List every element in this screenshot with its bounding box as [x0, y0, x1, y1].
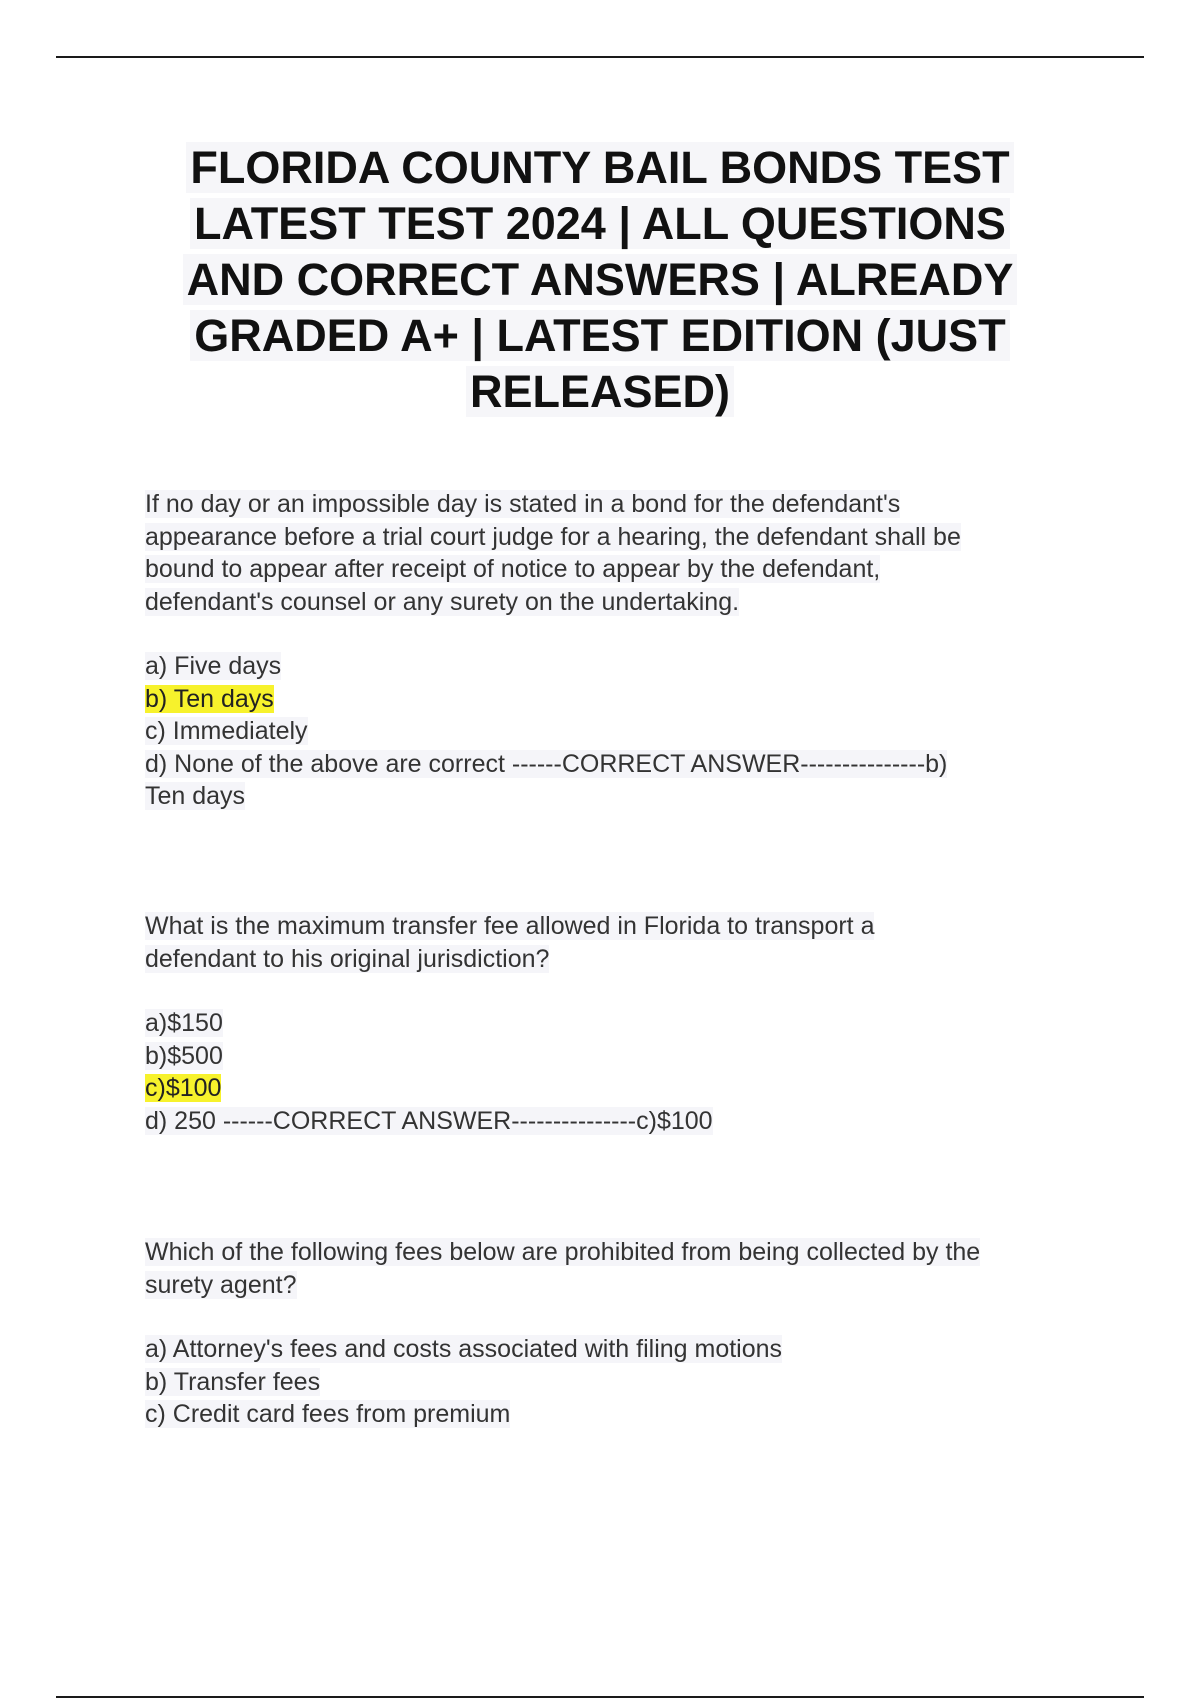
question-stem-line: surety agent? [145, 1270, 297, 1299]
question-stem-line: bound to appear after receipt of notice to appear by the defendant, [145, 555, 881, 583]
top-rule [56, 56, 1144, 58]
answer-option: a)$150 [145, 1009, 223, 1037]
question-3 [145, 1236, 1105, 1431]
title-line: AND CORRECT ANSWERS | ALREADY [150, 252, 1050, 308]
question-stem-line: If no day or an impossible day is stated in a bond for the defendant's [145, 490, 901, 518]
question-stem-line: Which of the following fees below are prohibited from being collected by the [145, 1238, 981, 1266]
answer-option: b)$500 [145, 1041, 223, 1070]
answer-option-with-correct-answer: d) None of the above are correct ------CORRECT ANSWER---------------b) [145, 749, 948, 778]
answer-option-highlighted: b) Ten days [145, 684, 274, 713]
question-stem-line: appearance before a trial court judge for a hearing, the defendant shall be [145, 522, 961, 551]
answer-option-with-correct-answer: d) 250 ------CORRECT ANSWER---------------c)$100 [145, 1106, 713, 1135]
question-stem-line: What is the maximum transfer fee allowed in Florida to transport a [145, 912, 875, 940]
question-1 [145, 488, 1105, 813]
title-line: LATEST TEST 2024 | ALL QUESTIONS [150, 196, 1050, 252]
answer-option: a) Five days [145, 652, 282, 680]
question-2 [145, 910, 1105, 1137]
answer-option: b) Transfer fees [145, 1367, 321, 1396]
title-line: GRADED A+ | LATEST EDITION (JUST [150, 308, 1050, 364]
title-line: FLORIDA COUNTY BAIL BONDS TEST [150, 140, 1050, 196]
correct-answer-continuation: Ten days [145, 782, 246, 810]
answer-option: c) Credit card fees from premium [145, 1400, 511, 1428]
title-line: RELEASED) [150, 364, 1050, 420]
question-stem-line: defendant's counsel or any surety on the undertaking. [145, 587, 740, 616]
answer-option: a) Attorney's fees and costs associated with filing motions [145, 1335, 783, 1363]
question-stem-line: defendant to his original jurisdiction? [145, 944, 550, 973]
answer-option-highlighted: c)$100 [145, 1074, 222, 1102]
bottom-rule [56, 1696, 1144, 1698]
answer-option: c) Immediately [145, 717, 308, 745]
document-title [150, 140, 1050, 420]
